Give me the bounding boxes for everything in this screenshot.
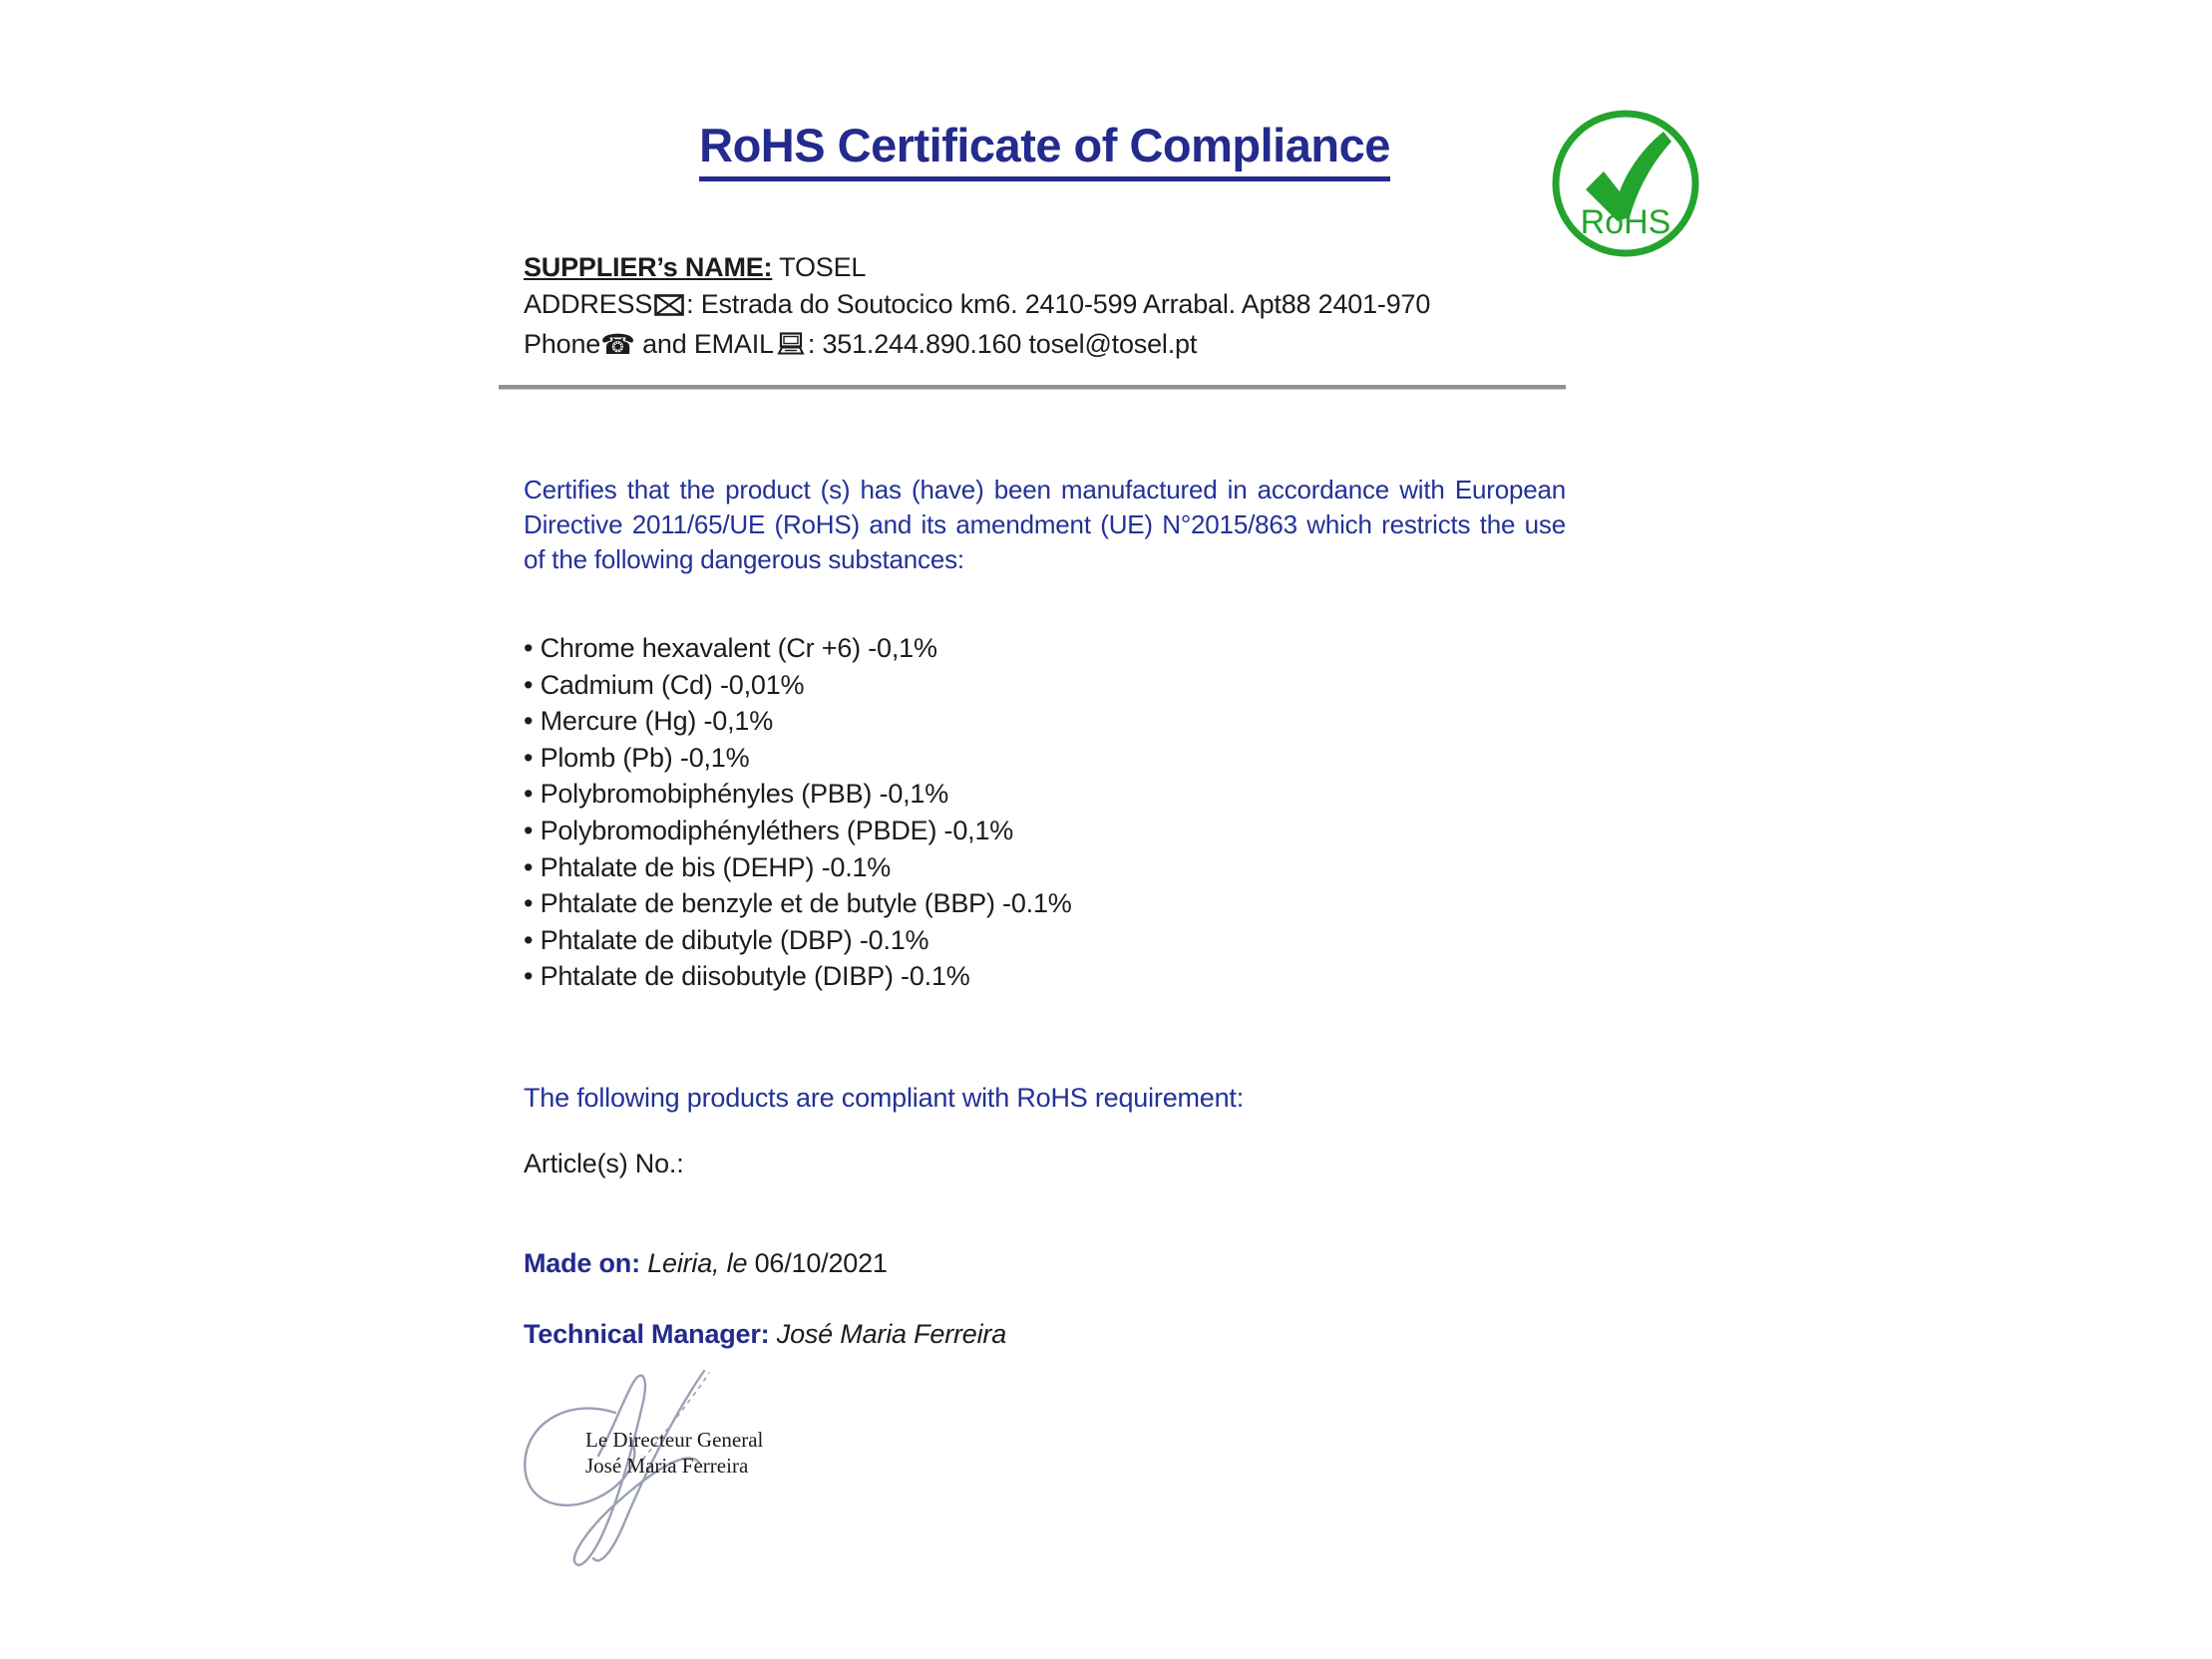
substances-list <box>524 630 1072 995</box>
telephone-icon: ☎ <box>600 328 635 361</box>
section-divider <box>499 385 1566 390</box>
signature-text <box>585 1427 763 1479</box>
rohs-logo-label: RoHS <box>1580 203 1671 241</box>
signature-block <box>504 1361 922 1600</box>
made-on-label: Made on: <box>524 1248 640 1278</box>
articles-label: Article(s) No.: <box>524 1149 684 1178</box>
substance-item: • Plomb (Pb) -0,1% <box>524 740 1072 777</box>
supplier-block <box>524 249 1430 366</box>
substance-item: • Phtalate de diisobutyle (DIBP) -0.1% <box>524 958 1072 995</box>
rohs-logo <box>1548 106 1703 261</box>
supplier-name-line <box>524 249 1430 286</box>
envelope-icon <box>654 289 684 326</box>
substance-item: • Phtalate de bis (DEHP) -0.1% <box>524 849 1072 886</box>
supplier-name-label: SUPPLIER’s NAME: <box>524 252 773 282</box>
substance-item: • Chrome hexavalent (Cr +6) -0,1% <box>524 630 1072 667</box>
supplier-contact-line <box>524 326 1430 366</box>
signature-name: José Maria Ferreira <box>585 1454 749 1478</box>
computer-icon <box>776 329 806 366</box>
substance-item: • Cadmium (Cd) -0,01% <box>524 667 1072 704</box>
page-title: RoHS Certificate of Compliance <box>699 118 1390 181</box>
rohs-check-icon <box>1548 106 1703 261</box>
substance-item: • Polybromobiphényles (PBB) -0,1% <box>524 776 1072 813</box>
technical-manager-label: Technical Manager: <box>524 1319 770 1349</box>
substance-item: • Mercure (Hg) -0,1% <box>524 703 1072 740</box>
made-on-line <box>524 1248 888 1279</box>
document-header <box>524 118 1566 181</box>
supplier-name-value: TOSEL <box>772 252 867 282</box>
address-label: ADDRESS <box>524 289 653 319</box>
contact-value: : 351.244.890.160 tosel@tosel.pt <box>807 329 1198 359</box>
technical-manager-line <box>524 1319 1006 1350</box>
substance-item: • Polybromodiphényléthers (PBDE) -0,1% <box>524 813 1072 849</box>
signature-title: Le Directeur General <box>585 1428 764 1452</box>
made-on-date: 06/10/2021 <box>754 1248 888 1278</box>
signature-scrawl <box>504 1361 922 1600</box>
made-on-place: Leiria, le <box>639 1248 755 1278</box>
supplier-address-line <box>524 286 1430 326</box>
certification-paragraph: Certifies that the product (s) has (have) been manufactured in accordance with European Directive 2011/65/UE (RoHS) and its amendment (UE) N°2015/863 which restricts the use of the following dangerous substances: <box>524 475 1566 574</box>
substance-item: • Phtalate de dibutyle (DBP) -0.1% <box>524 922 1072 959</box>
phone-label: Phone <box>524 329 601 359</box>
address-value: : Estrada do Soutocico km6. 2410-599 Arrabal. Apt88 2401-970 <box>686 289 1431 319</box>
technical-manager-value: José Maria Ferreira <box>769 1319 1007 1349</box>
email-conj: and EMAIL <box>634 329 774 359</box>
substance-item: • Phtalate de benzyle et de butyle (BBP) -0.1% <box>524 885 1072 922</box>
compliance-statement: The following products are compliant with RoHS requirement: <box>524 1083 1245 1113</box>
